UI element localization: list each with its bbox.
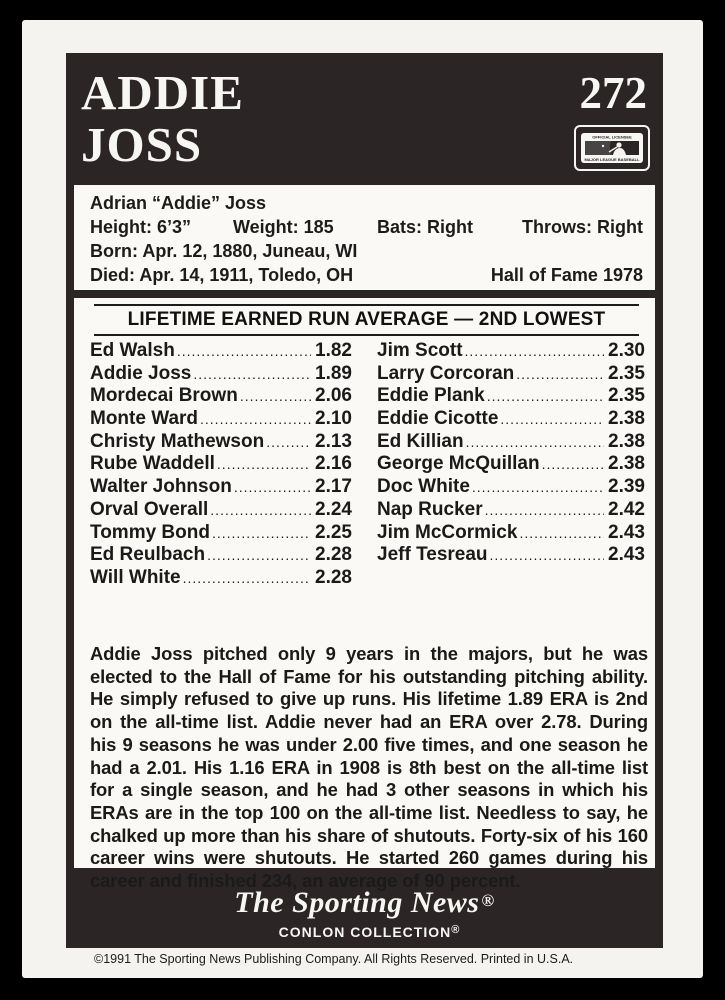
- dot-leader: [193, 363, 311, 386]
- era-row: [377, 363, 645, 386]
- era-player-name: Jim Scott: [377, 340, 463, 361]
- bio-weight: Weight: 185: [233, 217, 334, 237]
- era-value: 2.35: [608, 385, 645, 407]
- era-row: [90, 522, 352, 545]
- era-value: 2.39: [608, 476, 645, 498]
- dot-leader: [183, 567, 311, 590]
- title-top-rule: [94, 304, 639, 306]
- era-value: 2.35: [608, 362, 645, 384]
- bio-throws: Throws: Right: [522, 217, 643, 237]
- dot-leader: [217, 453, 311, 476]
- era-player-name: Ed Walsh: [90, 340, 175, 361]
- era-list-right: [377, 340, 645, 567]
- dot-leader: [234, 476, 311, 499]
- dot-leader: [200, 408, 311, 431]
- dot-leader: [500, 408, 604, 431]
- era-value: 2.42: [608, 498, 645, 520]
- era-player-name: Jim McCormick: [377, 521, 518, 543]
- dot-leader: [207, 544, 311, 567]
- era-row: [377, 544, 645, 567]
- era-player-name: George McQuillan: [377, 453, 540, 475]
- brand-collection: CONLON COLLECTION: [278, 924, 452, 940]
- era-row: [90, 499, 352, 522]
- era-player-name: Eddie Cicotte: [377, 408, 499, 430]
- brand-registered-mark: ®: [481, 891, 495, 910]
- era-list-left: [90, 340, 352, 590]
- player-name: [81, 67, 244, 171]
- era-row: [90, 544, 352, 567]
- era-player-name: Larry Corcoran: [377, 362, 515, 384]
- stats-box: [74, 298, 655, 892]
- era-row: [377, 522, 645, 545]
- era-value: 2.38: [608, 408, 645, 430]
- stats-title: LIFETIME EARNED RUN AVERAGE — 2ND LOWEST: [94, 308, 639, 336]
- dot-leader: [472, 476, 604, 499]
- sporting-news-logo: [66, 883, 663, 941]
- logo-top-text: OFFICIAL LICENSEE: [592, 134, 632, 140]
- era-row: [90, 385, 352, 408]
- era-value: 2.25: [315, 521, 352, 543]
- copyright-line: ©1991 The Sporting News Publishing Company. All Rights Reserved. Printed in U.S.A.: [94, 952, 574, 966]
- dark-panel: [66, 53, 663, 948]
- era-player-name: Nap Rucker: [377, 498, 483, 520]
- era-value: 2.28: [315, 566, 352, 588]
- card-number: 272: [579, 68, 647, 118]
- era-row: [90, 567, 352, 590]
- era-row: [377, 476, 645, 499]
- brand-name: The Sporting News: [234, 886, 480, 919]
- era-player-name: Monte Ward: [90, 408, 199, 430]
- era-player-name: Orval Overall: [90, 498, 209, 520]
- dot-leader: [542, 453, 604, 476]
- era-value: 2.17: [315, 476, 352, 498]
- era-player-name: Doc White: [377, 476, 470, 498]
- era-player-name: Ed Killian: [377, 430, 464, 452]
- era-value: 2.43: [608, 544, 645, 566]
- mlb-logo-icon: [574, 125, 650, 171]
- era-player-name: Rube Waddell: [90, 453, 215, 475]
- era-player-name: Addie Joss: [90, 362, 192, 384]
- dot-leader: [240, 385, 311, 408]
- bio-born: Born: Apr. 12, 1880, Juneau, WI: [90, 241, 358, 261]
- era-row: [90, 408, 352, 431]
- era-player-name: Walter Johnson: [90, 476, 232, 498]
- era-row: [377, 499, 645, 522]
- dot-leader: [212, 522, 311, 545]
- era-row: [377, 385, 645, 408]
- dot-leader: [266, 431, 311, 454]
- era-player-name: Mordecai Brown: [90, 385, 238, 407]
- era-player-name: Christy Mathewson: [90, 430, 265, 452]
- era-player-name: Jeff Tesreau: [377, 544, 488, 566]
- bio-hall-of-fame: Hall of Fame 1978: [490, 265, 643, 285]
- era-row: [377, 453, 645, 476]
- era-row: [90, 453, 352, 476]
- era-row: [377, 340, 645, 363]
- era-player-name: Tommy Bond: [90, 521, 210, 543]
- era-row: [90, 431, 352, 454]
- collection-registered-mark: ®: [451, 924, 461, 936]
- era-value: 2.38: [608, 453, 645, 475]
- era-row: [90, 340, 352, 363]
- era-row: [377, 431, 645, 454]
- era-value: 1.89: [315, 362, 352, 384]
- dot-leader: [519, 522, 604, 545]
- era-row: [90, 363, 352, 386]
- era-player-name: Ed Reulbach: [90, 544, 206, 566]
- dot-leader: [210, 499, 311, 522]
- player-last-name: JOSS: [81, 117, 203, 172]
- era-player-name: Eddie Plank: [377, 385, 485, 407]
- bio-height: Height: 6’3”: [90, 217, 192, 237]
- bio-died: Died: Apr. 14, 1911, Toledo, OH: [90, 265, 354, 285]
- dot-leader: [177, 340, 311, 363]
- era-value: 2.30: [608, 340, 645, 361]
- bio-full-name: Adrian “Addie” Joss: [90, 193, 267, 213]
- era-value: 2.28: [315, 544, 352, 566]
- career-summary: Addie Joss pitched only 9 years in the majors, but he was elected to the Hall of Fame for his outstanding pitching ability. He simply refused to give up runs. His lifetime 1.89 ERA is 2nd on the all-time list. Addie never had an ERA over 2.78. During his 9 seasons he was under 2.00 five times, and one season he had a 2.01. His 1.16 ERA in 1908 is 8th best on the all-time list for a single season, and he had 3 other seasons in which his ERAs are in the top 100 on the all-time list. Needless to say, he chalked up more than his share of shutouts. Forty-six of his 160 career wins were shutouts. He started 260 games during his career and finished 234, an average of 90 percent.: [90, 643, 648, 892]
- dot-leader: [465, 340, 604, 363]
- player-first-name: ADDIE: [81, 65, 244, 120]
- era-value: 2.06: [315, 385, 352, 407]
- era-value: 2.38: [608, 430, 645, 452]
- era-value: 2.13: [315, 430, 352, 452]
- dot-leader: [485, 499, 604, 522]
- dot-leader: [490, 544, 604, 567]
- era-row: [377, 408, 645, 431]
- era-value: 2.43: [608, 521, 645, 543]
- bio-box: [74, 185, 655, 290]
- era-value: 2.24: [315, 498, 352, 520]
- logo-bottom-text: MAJOR LEAGUE BASEBALL: [584, 157, 640, 162]
- bio-bats: Bats: Right: [377, 217, 473, 237]
- era-value: 2.16: [315, 453, 352, 475]
- dot-leader: [487, 385, 604, 408]
- era-player-name: Will White: [90, 566, 181, 588]
- dot-leader: [466, 431, 604, 454]
- dot-leader: [516, 363, 604, 386]
- trading-card-back: [22, 20, 703, 978]
- era-row: [90, 476, 352, 499]
- era-value: 1.82: [315, 340, 352, 361]
- era-value: 2.10: [315, 408, 352, 430]
